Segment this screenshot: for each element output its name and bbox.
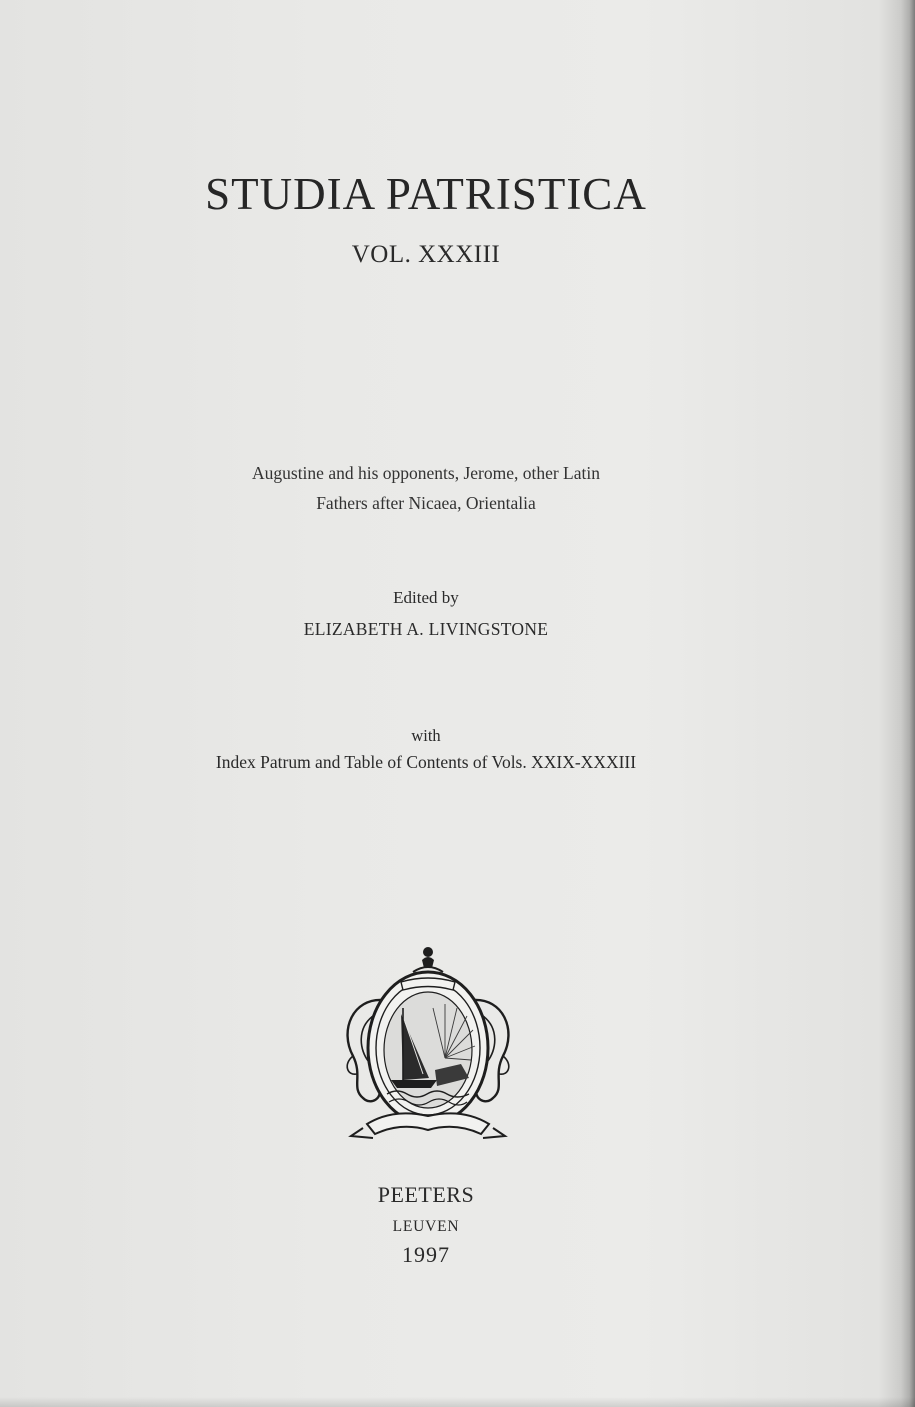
with-label: with (411, 726, 441, 745)
publication-year: 1997 (402, 1242, 450, 1267)
publisher-name: PEETERS (377, 1182, 475, 1207)
publisher-emblem-icon (333, 938, 523, 1152)
subtitle-line-2: Fathers after Nicaea, Orientalia (316, 493, 536, 513)
book-title: STUDIA PATRISTICA (205, 169, 647, 219)
page-bottom-shadow (0, 1397, 915, 1407)
editor-name: ELIZABETH A. LIVINGSTONE (303, 619, 549, 639)
edited-by-label: Edited by (393, 588, 459, 607)
page-edge-shadow (901, 0, 915, 1407)
publication-place: LEUVEN (392, 1218, 460, 1235)
subtitle-line-1: Augustine and his opponents, Jerome, other Latin (252, 463, 600, 483)
index-description: Index Patrum and Table of Contents of Vols. XXIX-XXXIII (215, 752, 637, 772)
volume-number: VOL. XXXIII (351, 241, 501, 268)
